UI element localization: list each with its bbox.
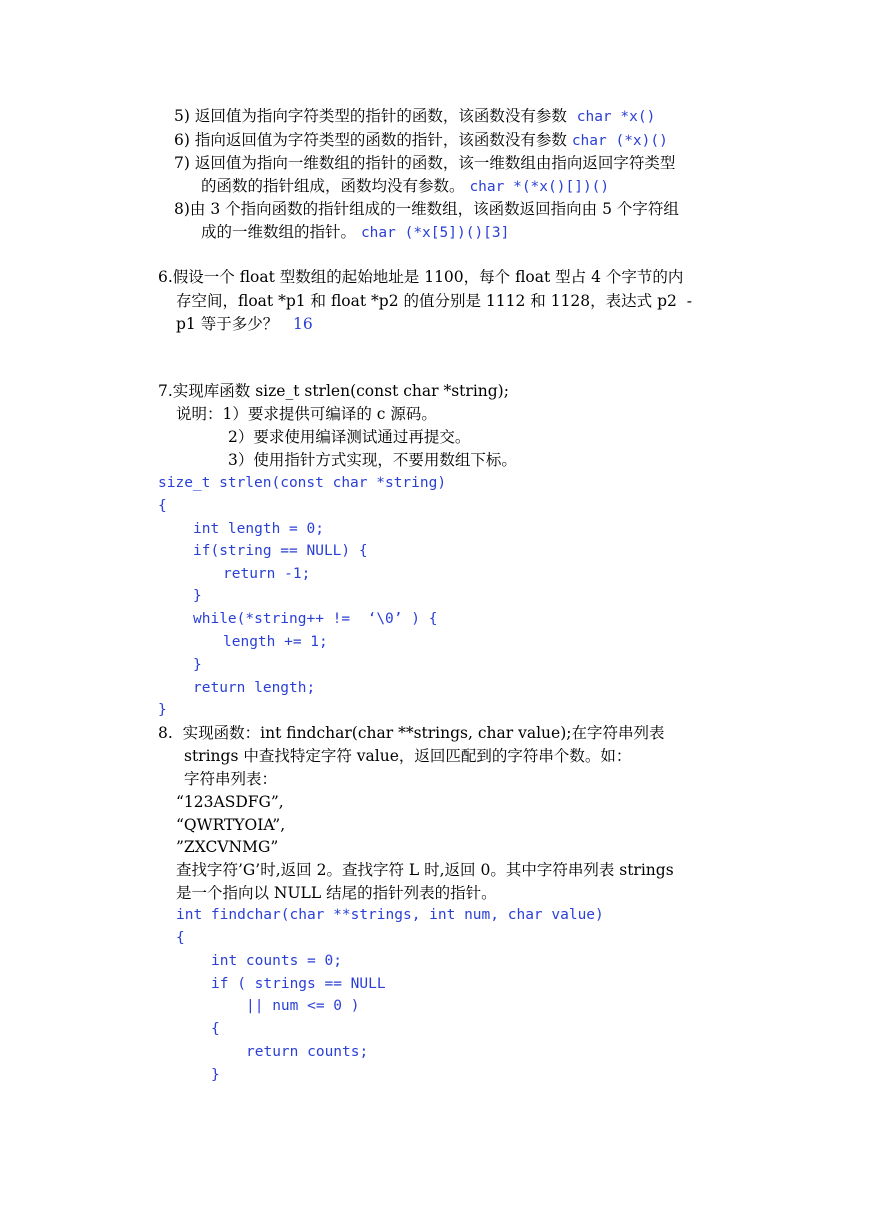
item-text: 返回值为指向一维数组的指针的函数，该一维数组由指向返回字符类型 [194,154,676,172]
q6-line-2: 存空间，float *p1 和 float *p2 的值分别是 1112 和 1128，表达式 p2 - [176,292,692,310]
q7-code-line: { [158,498,167,514]
q5-item-5 [174,105,655,128]
q8-code-line: { [176,930,185,946]
q7-note-1: 说明：1）要求提供可编译的 c 源码。 [176,405,437,423]
item-answer: char *x() [576,109,656,125]
q7-code-line: if(string == NULL) { [193,543,368,559]
q8-line-4: 查找字符’G’时,返回 2。查找字符 L 时,返回 0。其中字符串列表 strings [176,861,674,879]
q7-code-line: } [193,588,202,604]
q8-code-line: return counts; [246,1044,369,1060]
q7-code-line: int length = 0; [193,521,324,537]
item-text: 返回值为指向字符类型的指针的函数，该函数没有参数 [194,107,567,125]
item-text: 指向返回值为字符类型的函数的指针，该函数没有参数 [194,131,567,149]
q7-title: 7.实现库函数 size_t strlen(const char *string); [158,382,509,400]
q8-line-1: 8. 实现函数：int findchar(char **strings, char value);在字符串列表 [158,724,665,742]
q6-answer: 16 [293,315,313,333]
q5-item-7-cont [201,175,609,198]
q6-question-end: p1 等于多少？ [176,315,279,333]
item-text: 成的一维数组的指针。 [201,223,357,241]
q7-code-line: length += 1; [223,634,328,650]
q7-code-line: } [193,657,202,673]
q8-line-5: 是一个指向以 NULL 结尾的指针列表的指针。 [176,884,497,902]
q8-code-line: int counts = 0; [211,953,342,969]
item-number: 7) [174,154,190,172]
q7-code-line: return -1; [223,566,311,582]
item-number: 8) [174,200,190,218]
q6-line-3 [176,313,313,335]
item-text: 的函数的指针组成，函数均没有参数。 [201,177,465,195]
item-answer: char (*x[5])()[3] [360,225,510,241]
q6-line-1: 6.假设一个 float 型数组的起始地址是 1100，每个 float 型占 4 个字节的内 [158,268,684,286]
q8-code-line: int findchar(char **strings, int num, char value) [176,907,604,923]
q7-code-line: size_t strlen(const char *string) [158,475,447,491]
q7-note-3: 3）使用指针方式实现，不要用数组下标。 [228,451,517,469]
q5-item-8 [174,198,679,220]
q8-line-2: strings 中查找特定字符 value，返回匹配到的字符串个数。如： [184,747,632,765]
q8-code-line: || num <= 0 ) [246,998,360,1014]
q7-code-line: } [158,702,167,718]
item-number: 6) [174,131,190,149]
item-text: 由 3 个指向函数的指针组成的一维数组，该函数返回指向由 5 个字符组 [189,200,679,218]
q7-code-line: while(*string++ != ‘\0’ ) { [193,611,438,627]
item-number: 5) [174,107,190,125]
q8-line-3: 字符串列表： [184,770,278,788]
item-answer: char (*x)() [571,133,668,149]
item-answer: char *(*x()[])() [469,179,610,195]
q5-item-6 [174,129,668,152]
q5-item-7 [174,152,675,174]
q7-code-line: return length; [193,680,316,696]
q8-code-line: } [211,1067,220,1083]
q7-note-2: 2）要求使用编译测试通过再提交。 [228,428,471,446]
q5-item-8-cont [201,221,509,244]
q8-example: “QWRTYOIA”, [176,816,286,834]
q8-example: ”ZXCVNMG” [176,838,279,856]
q8-code-line: if ( strings == NULL [211,976,386,992]
q8-code-line: { [211,1021,220,1037]
q8-example: “123ASDFG”, [176,793,284,811]
